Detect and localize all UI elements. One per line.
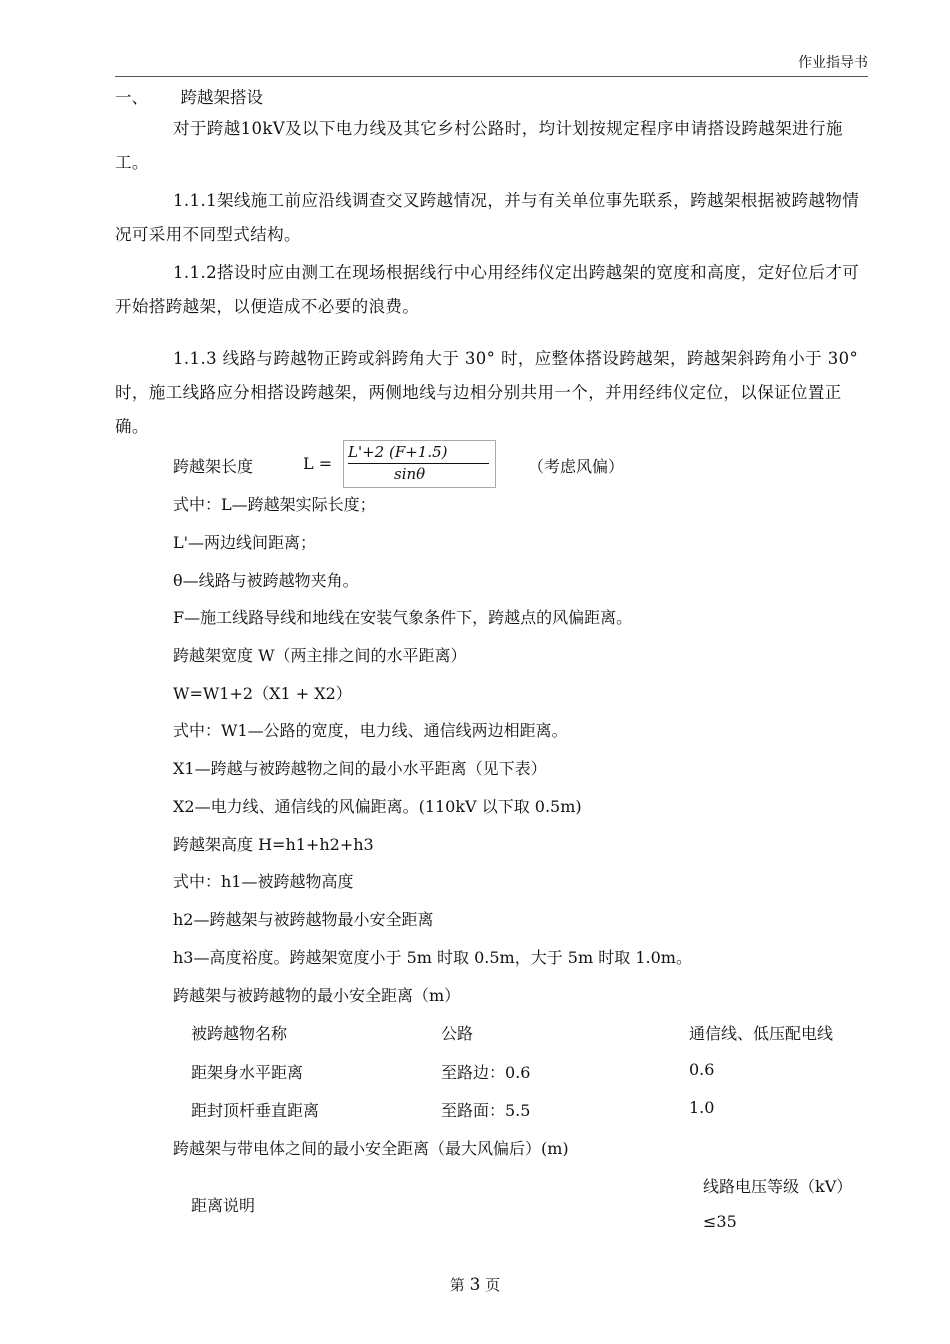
paragraph-1-1-2: 1.1.2搭设时应由测工在现场根据线行中心用经纬仪定出跨越架的宽度和高度，定好位后才可开始搭跨越架，以便造成不必要的浪费。 — [115, 263, 860, 316]
page-number: 3 — [469, 1275, 481, 1295]
paragraph-intro: 对于跨越10kV及以下电力线及其它乡村公路时，均计划按规定程序申请搭设跨越架进行施工。 — [115, 119, 843, 172]
table2-col1: 距离说明 — [191, 1196, 256, 1215]
table1-cell: 距封顶杆垂直距离 — [191, 1101, 320, 1120]
table2-title: 跨越架与带电体之间的最小安全距离（最大风偏后）(m) — [173, 1139, 569, 1158]
formula-image — [343, 440, 496, 488]
formula-lhs: L = — [303, 454, 333, 473]
table1-cell: 1.0 — [689, 1098, 715, 1117]
section-title: 跨越架搭设 — [180, 88, 263, 107]
page-footer — [0, 1274, 950, 1295]
table1-cell: 至路面：5.5 — [441, 1101, 531, 1120]
text-line: 跨越架宽度 W（两主排之间的水平距离） — [173, 646, 467, 665]
table1-header-cell: 通信线、低压配电线 — [689, 1024, 834, 1043]
section-number: 一、 — [115, 88, 148, 107]
text-line: F—施工线路导线和地线在安装气象条件下，跨越点的风偏距离。 — [173, 608, 633, 627]
text-line: θ—线路与被跨越物夹角。 — [173, 571, 359, 590]
table1-header-cell: 公路 — [441, 1024, 474, 1043]
table2-col2-sub: ≤35 — [703, 1212, 737, 1231]
text-line: h2—跨越架与被跨越物最小安全距离 — [173, 910, 434, 929]
text-line: 式中：L—跨越架实际长度； — [173, 495, 376, 514]
table1-header-cell: 被跨越物名称 — [191, 1024, 288, 1043]
text-line: 式中：h1—被跨越物高度 — [173, 872, 354, 891]
formula-note: （考虑风偏） — [528, 457, 625, 476]
text-line: X1—跨越与被跨越物之间的最小水平距离（见下表） — [173, 759, 547, 778]
paragraph-1-1-1: 1.1.1架线施工前应沿线调查交叉跨越情况，并与有关单位事先联系，跨越架根据被跨越物情况可采用不同型式结构。 — [115, 191, 860, 244]
text-line: L'—两边线间距离； — [173, 533, 317, 552]
table1-cell: 至路边：0.6 — [441, 1063, 531, 1082]
table1-cell: 距架身水平距离 — [191, 1063, 304, 1082]
fraction-bar — [348, 463, 489, 464]
text-line: 式中：W1—公路的宽度，电力线、通信线两边相距离。 — [173, 721, 568, 740]
header-rule — [115, 76, 868, 77]
formula-label: 跨越架长度 — [173, 457, 254, 476]
text-line: h3—高度裕度。跨越架宽度小于 5m 时取 0.5m，大于 5m 时取 1.0m。 — [173, 948, 692, 967]
text-line: 跨越架高度 H=h1+h2+h3 — [173, 835, 374, 854]
text-line: X2—电力线、通信线的风偏距离。(110kV 以下取 0.5m) — [173, 797, 582, 816]
section-heading — [115, 84, 263, 108]
table1-cell: 0.6 — [689, 1060, 715, 1079]
table2-col2-header: 线路电压等级（kV） — [703, 1177, 853, 1196]
header-title: 作业指导书 — [798, 55, 868, 71]
table1-title: 跨越架与被跨越物的最小安全距离（m） — [173, 986, 461, 1005]
footer-suffix: 页 — [485, 1276, 501, 1294]
formula-denominator: sinθ — [394, 465, 426, 483]
footer-prefix: 第 — [449, 1276, 465, 1294]
text-line: W=W1+2（X1 + X2） — [173, 684, 352, 703]
paragraph-1-1-3: 1.1.3 线路与跨越物正跨或斜跨角大于 30° 时，应整体搭设跨越架，跨越架斜跨角小于 30° 时，施工线路应分相搭设跨越架，两侧地线与边相分别共用一个，并用经纬仪定位，以保证位置正确。 — [115, 349, 859, 436]
formula-numerator: L'+2 (F+1.5) — [348, 443, 448, 461]
